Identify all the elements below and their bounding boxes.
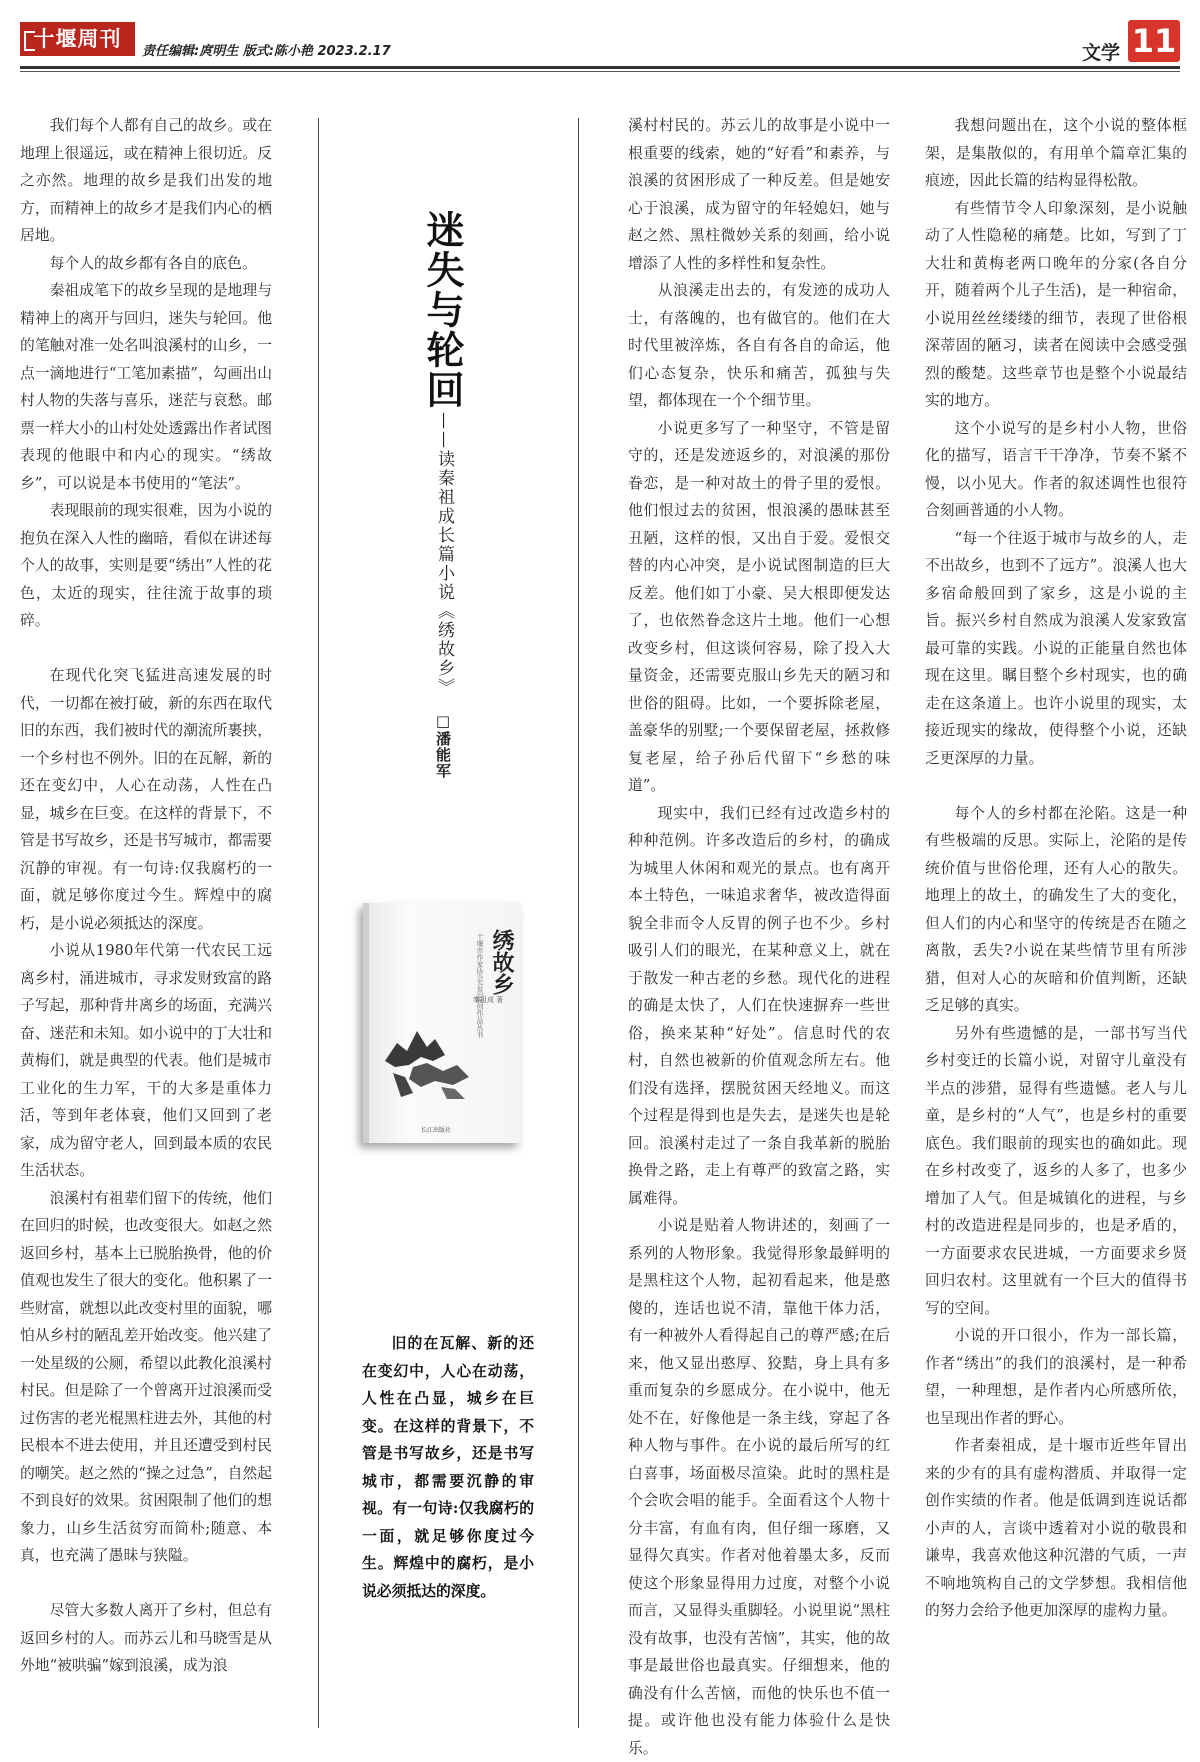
paragraph: 我们每个人都有自己的故乡。或在地理上很遥远，或在精神上很切近。反之亦然。地理的故乡是我们出发的地方，而精神上的故乡才是我们内心的栖居地。 <box>20 117 272 244</box>
book-cover-image <box>363 903 521 1143</box>
paragraph: 有些情节令人印象深刻，是小说触动了人性隐秘的痛楚。比如，写到了丁大壮和黄梅老两口晚年的分家(各自分开，随着两个儿子生活)，是一种宿命，小说用丝丝缕缕的细节，表现了世俗根深蒂固的陋习，读者在阅读中会感受强烈的酸楚。这些章节也是整个小说最结实的地方。 <box>925 199 1187 409</box>
pull-quote <box>362 1330 534 1605</box>
paragraph: 小说的开口很小，作为一部长篇，作者“绣出”的我们的浪溪村，是一种希望，一种理想，是作者内心所感所依，也呈现出作者的野心。 <box>925 1327 1187 1427</box>
paragraph: 尽管大多数人离开了乡村，但总有返回乡村的人。而苏云儿和马晓雪是从外地“被哄骗”嫁到浪溪，成为浪 <box>20 1602 272 1674</box>
article-column-4 <box>925 112 1187 1625</box>
paragraph: 小说更多写了一种坚守，不管是留守的，还是发迹返乡的，对浪溪的那份眷恋，是一种对故土的骨子里的爱恨。他们恨过去的贫困，恨浪溪的愚昧甚至丑陋，这样的恨，又出自于爱。爱恨交替的内心冲突，是小说试图制造的巨大反差。他们如丁小豪、吴大根即便发达了，也依然眷念这片土地。他们一心想改变乡村，但这谈何容易，除了投入大量资金，还需要克服山乡先天的陋习和世俗的阻碍。比如，一个要拆除老屋，盖豪华的别墅;一个要保留老屋，拯救修复老屋，给子孙后代留下“乡愁的味道”。 <box>628 419 890 794</box>
book-cover-series: 十堰市作家协会会员原创作品丛书 <box>476 933 484 1038</box>
pull-quote-text: 旧的在瓦解、新的还在变幻中，人心在动荡，人性在凸显，城乡在巨变。在这样的背景下，不管是书写故乡，还是书写城市，都需要沉静的审视。有一句诗:仅我腐朽的一面，就足够你度过今生。辉煌中的腐朽，是小说必须抵达的深度。 <box>362 1335 534 1600</box>
page-number-badge: 11 <box>1128 20 1180 62</box>
paragraph: 表现眼前的现实很难，因为小说的抱负在深入人性的幽暗，看似在讲述每个人的故事，实则是要“绣出”人性的花色，太近的现实，往往流于故事的琐碎。 <box>20 502 272 629</box>
masthead-logo <box>20 22 135 56</box>
article-subtitle: ——读秦祖成长篇小说《绣故乡》 <box>434 412 454 697</box>
paragraph: 秦祖成笔下的故乡呈现的是地理与精神上的离开与回归，迷失与轮回。他的笔触对准一处名叫浪溪村的山乡，一点一滴地进行“工笔加素描”，勾画出山村人物的失落与喜乐，迷茫与哀愁。邮票一样大小的山村处处透露出作者试图表现的他眼中和内心的现实。“绣故乡”，可以说是本书使用的“笔法”。 <box>20 282 272 492</box>
paragraph: 溪村村民的。苏云儿的故事是小说中一根重要的线索，她的“好看”和素养，与浪溪的贫困形成了一种反差。但是她安心于浪溪，成为留守的年轻媳妇，她与赵之然、黑柱微妙关系的刻画，给小说增添了人性的多样性和复杂性。 <box>628 117 890 272</box>
book-cover-publisher: 长江出版社 <box>421 1127 452 1134</box>
paragraph: 小说是贴着人物讲述的，刻画了一系列的人物形象。我觉得形象最鲜明的是黑柱这个人物，起初看起来，他是憨傻的，连话也说不清，靠他干体力活，有一种被外人看得起自己的尊严感;在后来，他又显出憨厚、狡黠，身上具有多重而复杂的乡愿成分。在小说中，他无处不在，好像他是一条主线，穿起了各种人物与事件。在小说的最后所写的红白喜事，场面极尽渲染。此时的黑柱是个会吹会唱的能手。全面看这个人物十分丰富，有血有肉，但仔细一琢磨，又显得欠真实。作者对他着墨太多，反而使这个形象显得用力过度，对整个小说而言，又显得头重脚轻。小说里说“黑柱没有故事，也没有苦恼”，其实，他的故事是最世俗也最真实。仔细想来，他的确没有什么苦恼，而他的快乐也不值一提。或许他也没有能力体验什么是快乐。 <box>628 1217 890 1757</box>
book-spine <box>363 903 369 1143</box>
editor-credits: 责任编辑:庹明生 版式:陈小艳 2023.2.17 <box>142 44 391 59</box>
page-header <box>20 20 1180 62</box>
article-column-1 <box>20 112 272 1680</box>
masthead-bracket-icon <box>24 31 35 51</box>
paragraph: “每一个往返于城市与故乡的人，走不出故乡，也到不了远方”。浪溪人也大多宿命般回到了家乡，这是小说的主旨。振兴乡村自然成为浪溪人发家致富最可靠的实践。小说的正能量自然也体现在这里。瞩目整个乡村现实，也的确走在这条道上。也许小说里的现实，太接近现实的缘故，使得整个小说，还缺乏更深厚的力量。 <box>925 529 1187 767</box>
column-divider <box>578 118 579 1728</box>
paragraph: 每个人的故乡都有各自的底色。 <box>49 254 257 272</box>
section-label: 文学 <box>1081 42 1120 64</box>
article-column-3 <box>628 112 890 1762</box>
paragraph: 在现代化突飞猛进高速发展的时代，一切都在被打破，新的东西在取代旧的东西，我们被时代的潮流所裹挟，一个乡村也不例外。旧的在瓦解，新的还在变幻中，人心在动荡，人性在凸显，城乡在巨变。在这样的背景下，不管是书写故乡，还是书写城市，都需要沉静的审视。有一句诗:仅我腐朽的一面，就足够你度过今生。辉煌中的腐朽，是小说必须抵达的深度。 <box>20 667 272 932</box>
header-rule-thin <box>20 71 1180 72</box>
masthead-title: 十堰周刊 <box>33 27 122 51</box>
article-author: □潘能军 <box>434 712 452 779</box>
column-divider <box>318 118 319 1728</box>
paragraph: 我想问题出在，这个小说的整体框架，是集散似的，有用单个篇章汇集的痕迹，因此长篇的结构显得松散。 <box>925 117 1187 189</box>
paragraph: 浪溪村有祖辈们留下的传统，他们在回归的时候，也改变很大。如赵之然返回乡村，基本上已脱胎换骨，他的价值观也发生了很大的变化。他积累了一些财富，就想以此改变村里的面貌，哪怕从乡村的陋乱差开始改变。他兴建了一处星级的公厕，希望以此教化浪溪村村民。但是除了一个曾离开过浪溪而受过伤害的老光棍黑柱进去外，其他的村民根本不进去使用，并且还遭受到村民的嘲笑。赵之然的“操之过急”，自然起不到良好的效果。贫困限制了他们的想象力，山乡生活贫穷而简朴;随意、本真，也充满了愚昧与狭隘。 <box>20 1189 272 1564</box>
paragraph: 作者秦祖成，是十堰市近些年冒出来的少有的具有虚构潜质、并取得一定创作实绩的作者。他是低调到连说话都小声的人，言谈中透着对小说的敬畏和谦卑，我喜欢他这种沉潜的气质，一声不响地筑构自己的文学梦想。我相信他的努力会给予他更加深厚的虚构力量。 <box>925 1437 1187 1619</box>
article-title: 迷失与轮回 <box>420 210 465 410</box>
paragraph: 小说从1980年代第一代农民工远离乡村，涌进城市，寻求发财致富的路子写起，那种背井离乡的场面，充满兴奋、迷茫和未知。如小说中的丁大壮和黄梅们，就是典型的代表。他们是城市工业化的生力军，干的大多是重体力活，等到年老体衰，他们又回到了老家，成为留守老人，回到最本质的农民生活状态。 <box>20 942 272 1179</box>
header-rule <box>20 66 1180 69</box>
paragraph: 从浪溪走出去的，有发迹的成功人士，有落魄的，也有做官的。他们在大时代里被淬炼，各自有各自的命运，他们心态复杂，快乐和痛苦，孤独与失望，都体现在一个个细节里。 <box>628 282 890 409</box>
paragraph: 这个小说写的是乡村小人物，世俗化的描写，语言干干净净，节奏不紧不慢，以小见大。作者的叙述调性也很符合刻画普通的小人物。 <box>925 419 1187 519</box>
ink-painting-icon <box>383 1021 473 1101</box>
paragraph: 每个人的乡村都在沦陷。这是一种有些极端的反思。实际上，沦陷的是传统价值与世俗伦理，还有人心的散失。地理上的故土，的确发生了大的变化，但人们的内心和坚守的传统是否在随之离散，丢失?小说在某些情节里有所涉猎，但对人心的灰暗和价值判断，还缺乏足够的真实。 <box>925 804 1187 1014</box>
book-cover-author: 秦祖成 著 <box>473 996 504 1004</box>
paragraph: 另外有些遗憾的是，一部书写当代乡村变迁的长篇小说，对留守儿童没有半点的涉猎，显得有些遗憾。老人与儿童，是乡村的“人气”，也是乡村的重要底色。我们眼前的现实也的确如此。现在乡村改变了，返乡的人多了，也多少增加了人气。但是城镇化的进程，与乡村的改造进程是同步的，也是矛盾的，一方面要求农民进城，一方面要求乡贤回归农村。这里就有一个巨大的值得书写的空间。 <box>925 1024 1187 1317</box>
book-cover-title: 绣故乡 <box>489 929 515 995</box>
paragraph: 现实中，我们已经有过改造乡村的种种范例。许多改造后的乡村，的确成为城里人休闲和观光的景点。也有离开本土特色，一味追求奢华，被改造得面貌全非而令人反胃的例子也不少。乡村吸引人们的眼光，在某种意义上，就在于散发一种古老的乡愁。现代化的进程的确是太快了，人们在快速摒弃一些世俗，换来某种“好处”。信息时代的农村，自然也被新的价值观念所左右。他们没有选择，摆脱贫困天经地义。而这个过程是得到也是失去，是迷失也是轮回。浪溪村走过了一条自我革新的脱胎换骨之路，走上有尊严的致富之路，实属难得。 <box>628 804 890 1207</box>
